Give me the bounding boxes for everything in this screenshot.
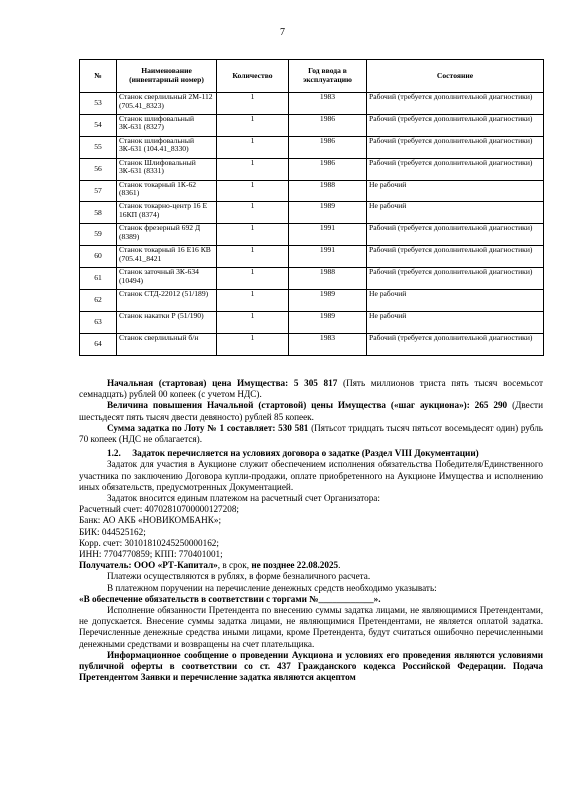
row-state: Не рабочий <box>367 202 544 224</box>
recipient-end: . <box>338 560 341 571</box>
corr-line: Корр. счет: 30101810245250000162; <box>79 537 219 548</box>
body-text <box>79 378 543 683</box>
row-year: 1991 <box>289 246 367 268</box>
row-number: 61 <box>80 268 117 290</box>
paragraph-3: Платежи осуществляются в рублях, в форме безналичного расчета. <box>107 571 371 582</box>
row-quantity: 1 <box>217 268 289 290</box>
table-row <box>80 290 544 312</box>
row-state: Не рабочий <box>367 311 544 333</box>
table-row <box>80 136 544 158</box>
row-name: Станок токарный 16 Е16 КВ (705.41_8421 <box>117 246 217 268</box>
section-heading <box>79 448 543 459</box>
section-title: Задаток перечисляется на условиях договора о задатке (Раздел VIII Документации) <box>132 448 479 459</box>
paragraph-1: Задаток для участия в Аукционе служит обеспечением исполнения обязательства Победителя/Единственного участника по заключению Договора купли-продажи, оплате приобретенного на Аукционе Имущества и исполнению иных обязательств, предусмотренных Документацией. <box>79 459 543 492</box>
paragraph-5: «В обеспечение обязательств в соответствии с торгами №____________». <box>79 593 381 604</box>
row-number: 62 <box>80 290 117 312</box>
table-row <box>80 158 544 180</box>
inn-line: ИНН: 7704770859; КПП: 770401001; <box>79 549 223 560</box>
row-state: Рабочий (требуется дополнительной диагностики) <box>367 224 544 246</box>
row-quantity: 1 <box>217 311 289 333</box>
recipient-mid: , в срок, <box>217 560 252 571</box>
row-quantity: 1 <box>217 136 289 158</box>
row-quantity: 1 <box>217 180 289 202</box>
recipient-line <box>79 560 543 571</box>
deposit-rest: (Пятьсот тридцать тысяч пятьсот восемьдесят один) рубль 70 копеек (НДС не облагается). <box>79 422 543 445</box>
row-quantity: 1 <box>217 224 289 246</box>
table-row <box>80 224 544 246</box>
row-state: Рабочий (требуется дополнительной диагностики) <box>367 158 544 180</box>
row-quantity: 1 <box>217 202 289 224</box>
deposit-label: Сумма задатка по Лоту № 1 составляет: 530 581 <box>107 422 309 433</box>
row-number: 57 <box>80 180 117 202</box>
row-number: 53 <box>80 93 117 115</box>
table-row <box>80 246 544 268</box>
row-name: Станок сверлильный б/н <box>117 333 217 355</box>
header-year: Год ввода в эксплуатацию <box>289 60 367 93</box>
row-quantity: 1 <box>217 158 289 180</box>
row-name: Станок СТД-22012 (51/189) <box>117 290 217 312</box>
table-row <box>80 180 544 202</box>
row-name: Станок токарно-центр 16 Е 16КП (8374) <box>117 202 217 224</box>
table-header-row <box>80 60 544 93</box>
row-year: 1983 <box>289 93 367 115</box>
row-state: Рабочий (требуется дополнительной диагностики) <box>367 93 544 115</box>
row-number: 54 <box>80 114 117 136</box>
row-name: Станок накатки Р (51/190) <box>117 311 217 333</box>
paragraph-4: В платежном поручении на перечисление денежных средств необходимо указывать: <box>107 582 437 593</box>
row-number: 56 <box>80 158 117 180</box>
account-line: Расчетный счет: 40702810700000127208; <box>79 504 239 515</box>
row-name: Станок Шлифовальный 3К-631 (8331) <box>117 158 217 180</box>
row-year: 1988 <box>289 268 367 290</box>
row-year: 1989 <box>289 290 367 312</box>
row-state: Рабочий (требуется дополнительной диагностики) <box>367 136 544 158</box>
row-quantity: 1 <box>217 290 289 312</box>
row-year: 1986 <box>289 114 367 136</box>
header-quantity: Количество <box>217 60 289 93</box>
table-row <box>80 333 544 355</box>
row-year: 1989 <box>289 311 367 333</box>
row-state: Рабочий (требуется дополнительной диагностики) <box>367 114 544 136</box>
header-number: № <box>80 60 117 93</box>
row-number: 58 <box>80 202 117 224</box>
bik-line: БИК: 044525162; <box>79 526 146 537</box>
recipient-name: Получатель: ООО «РТ-Капитал» <box>79 560 218 571</box>
table-row <box>80 93 544 115</box>
row-number: 64 <box>80 333 117 355</box>
row-state: Не рабочий <box>367 180 544 202</box>
row-number: 60 <box>80 246 117 268</box>
inventory-table <box>79 59 544 356</box>
price-paragraph <box>79 378 543 400</box>
row-quantity: 1 <box>217 246 289 268</box>
price-label: Начальная (стартовая) цена Имущества: <box>107 378 289 388</box>
paragraph-6: Исполнение обязанности Претендента по внесению суммы задатка лицами, не являющимися Претендентами, не допускается. Внесение суммы задатка лицами, не являющимися Претендентами, не является оплатой задатка. Перечисленные денежные средства иными лицами, кроме Претендента, будут считаться ошибочно перечисленными денежными средствами и возвращены на счет плательщика. <box>79 605 543 649</box>
row-year: 1983 <box>289 333 367 355</box>
row-quantity: 1 <box>217 333 289 355</box>
row-year: 1991 <box>289 224 367 246</box>
deposit-paragraph <box>79 423 543 445</box>
row-year: 1989 <box>289 202 367 224</box>
row-name: Станок шлифовальный 3К-631 (104.41_8330) <box>117 136 217 158</box>
row-year: 1988 <box>289 180 367 202</box>
row-number: 55 <box>80 136 117 158</box>
header-name: Наименование (инвентарный номер) <box>117 60 217 93</box>
price-value: 5 305 817 <box>293 378 338 388</box>
row-state: Рабочий (требуется дополнительной диагностики) <box>367 246 544 268</box>
row-number: 63 <box>80 311 117 333</box>
row-name: Станок сверлильный 2М-112 (705.41_8323) <box>117 93 217 115</box>
row-year: 1986 <box>289 158 367 180</box>
row-name: Станок токарный 1К-62 (8361) <box>117 180 217 202</box>
row-quantity: 1 <box>217 114 289 136</box>
table-row <box>80 268 544 290</box>
row-state: Не рабочий <box>367 290 544 312</box>
row-number: 59 <box>80 224 117 246</box>
table-row <box>80 114 544 136</box>
table-row <box>80 202 544 224</box>
table-row <box>80 311 544 333</box>
paragraph-7: Информационное сообщение о проведении Аукциона и условиях его проведения являются условиями публичной оферты в соответствии со ст. 437 Гражданского кодекса Российской Федерации. Подача Претендентом Заявки и перечисление задатка являются акцептом <box>79 649 543 683</box>
row-state: Рабочий (требуется дополнительной диагностики) <box>367 268 544 290</box>
page-number: 7 <box>280 27 285 38</box>
row-year: 1986 <box>289 136 367 158</box>
bank-line: Банк: АО АКБ «НОВИКОМБАНК»; <box>79 515 222 526</box>
row-state: Рабочий (требуется дополнительной диагностики) <box>367 333 544 355</box>
step-paragraph <box>79 400 543 422</box>
header-state: Состояние <box>367 60 544 93</box>
recipient-deadline: не позднее 22.08.2025 <box>251 560 339 571</box>
section-number: 1.2. <box>107 448 121 459</box>
row-name: Станок заточный 3К-634 (10494) <box>117 268 217 290</box>
row-name: Станок фрезерный 692 Д (8389) <box>117 224 217 246</box>
price-rest: (Пять миллионов триста пять тысяч восемьсот семнадцать) рублей 00 копеек (с учетом НДС). <box>79 378 544 400</box>
row-name: Станок шлифовальный 3К-631 (8327) <box>117 114 217 136</box>
row-quantity: 1 <box>217 93 289 115</box>
step-label: Величина повышения Начальной (стартовой) цены Имущества («шаг аукциона»): 265 290 <box>107 400 508 411</box>
paragraph-2: Задаток вносится единым платежом на расчетный счет Организатора: <box>107 493 380 504</box>
step-rest: (Двести шестьдесят пять тысяч двести девяносто) рублей 85 копеек. <box>79 400 543 422</box>
